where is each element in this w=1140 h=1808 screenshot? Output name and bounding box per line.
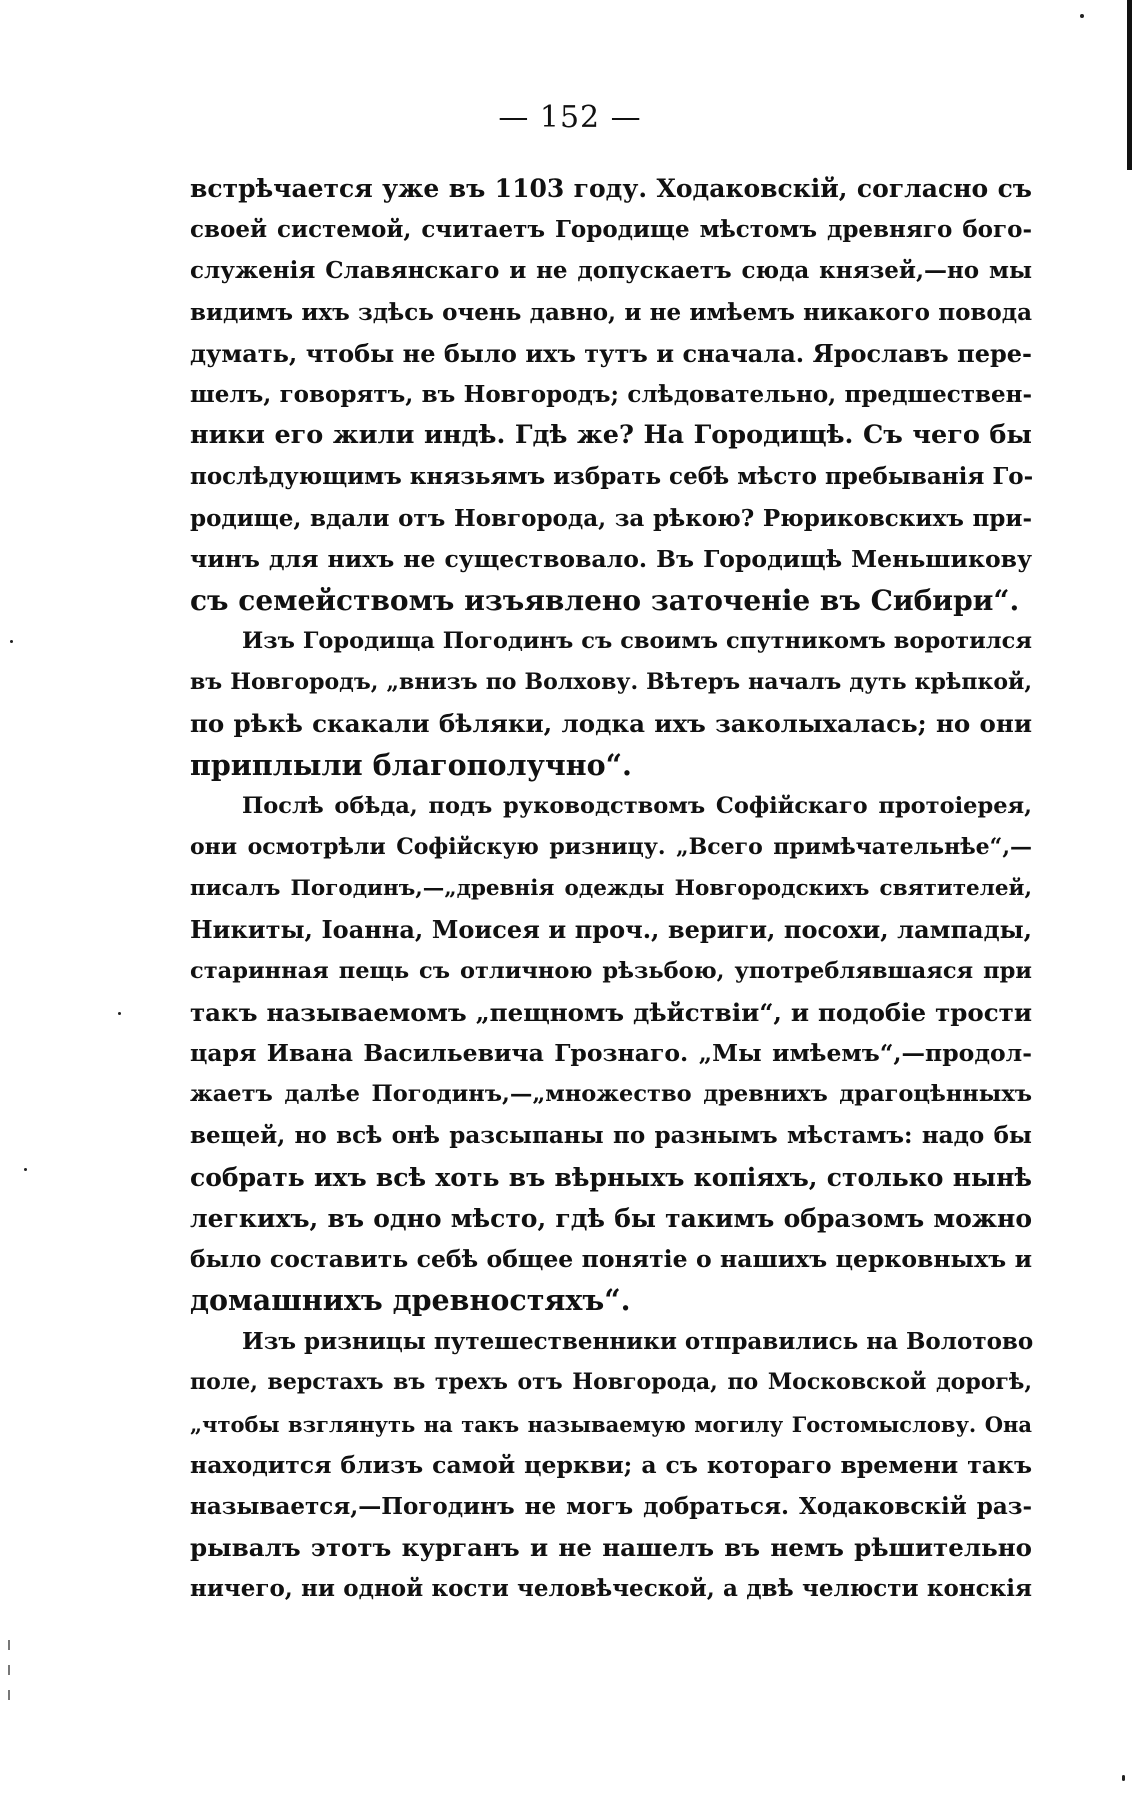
text-line: по рѣкѣ скакали бѣляки, лодка ихъ заколыхалась; но они xyxy=(190,709,1032,739)
text-line: вещей, но всѣ онѣ разсыпаны по разнымъ мѣстамъ: надо бы xyxy=(190,1122,1032,1150)
scan-edge-dash xyxy=(8,1690,10,1700)
text-line: было составить себѣ общее понятіе о нашихъ церковныхъ и xyxy=(190,1244,1032,1273)
text-line: они осмотрѣли Софійскую ризницу. „Всего примѣчательнѣе“,— xyxy=(190,834,1032,860)
text-line: приплыли благополучно“. xyxy=(190,747,632,782)
text-line: жаетъ далѣе Погодинъ,—„множество древнихъ драгоцѣнныхъ xyxy=(190,1081,1032,1108)
text-line: Никиты, Іоанна, Моисея и проч., вериги, посохи, лампады, xyxy=(190,915,1032,945)
text-line: царя Ивана Васильевича Грознаго. „Мы имѣемъ“,—продол- xyxy=(190,1038,1032,1067)
body-text xyxy=(190,168,1032,1610)
text-line: видимъ ихъ здѣсь очень давно, и не имѣемъ никакого повода xyxy=(190,298,1032,326)
text-line: ники его жили индѣ. Гдѣ же? На Городищѣ. Съ чего бы xyxy=(190,420,1032,451)
text-line: находится близъ самой церкви; а съ котораго времени такъ xyxy=(190,1450,1032,1479)
text-line: называется,—Погодинъ не могъ добраться. Ходаковскій раз- xyxy=(190,1493,1032,1520)
scan-speck xyxy=(1122,1775,1125,1781)
text-line: съ семействомъ изъявлено заточеніе въ Сибири“. xyxy=(190,583,1020,617)
text-line: своей системой, считаетъ Городище мѣстомъ древняго бого- xyxy=(190,216,1032,244)
text-line: рывалъ этотъ курганъ и не нашелъ въ немъ рѣшительно xyxy=(190,1533,1032,1563)
text-line: думать, чтобы не было ихъ тутъ и сначала. Ярославъ пере- xyxy=(190,338,1032,368)
scan-speck xyxy=(1080,14,1084,18)
text-line: служенія Славянскаго и не допускаетъ сюда князей,—но мы xyxy=(190,257,1032,285)
text-line: поле, верстахъ въ трехъ отъ Новгорода, по Московской дорогѣ, xyxy=(190,1369,1032,1396)
text-line: Изъ ризницы путешественники отправились на Волотово xyxy=(242,1328,1034,1356)
text-line: шелъ, говорятъ, въ Новгородъ; слѣдовательно, предшествен- xyxy=(190,380,1032,408)
text-line: „чтобы взглянуть на такъ называемую могилу Гостомыслову. Она xyxy=(190,1411,1032,1437)
scan-edge-dash xyxy=(8,1640,10,1650)
text-line: чинъ для нихъ не существовало. Въ Городищѣ Меньшикову xyxy=(190,544,1032,573)
text-line: писалъ Погодинъ,—„древнія одежды Новгородскихъ святителей, xyxy=(190,876,1032,902)
text-line: домашнихъ древностяхъ“. xyxy=(190,1283,631,1318)
text-line: ничего, ни одной кости человѣческой, а двѣ челюсти конскія xyxy=(190,1575,1032,1603)
text-line: родище, вдали отъ Новгорода, за рѣкою? Рюриковскихъ при- xyxy=(190,504,1032,532)
text-line: старинная пещь съ отличною рѣзьбою, употреблявшаяся при xyxy=(190,957,1032,984)
text-line: легкихъ, въ одно мѣсто, гдѣ бы такимъ образомъ можно xyxy=(190,1203,1032,1233)
page-number: — 152 — xyxy=(498,100,642,135)
scan-speck xyxy=(10,640,13,643)
text-line: въ Новгородъ, „внизъ по Волхову. Вѣтеръ началъ дуть крѣпкой, xyxy=(190,669,1032,696)
text-line: Изъ Городища Погодинъ съ своимъ спутникомъ воротился xyxy=(242,628,1032,655)
scan-edge-dash xyxy=(8,1665,10,1675)
text-line: встрѣчается уже въ 1103 году. Ходаковскій, согласно съ xyxy=(190,174,1032,203)
scan-edge-shadow xyxy=(1127,0,1132,170)
text-line: такъ называемомъ „пещномъ дѣйствіи“, и подобіе трости xyxy=(190,997,1032,1027)
text-line: собрать ихъ всѣ хоть въ вѣрныхъ копіяхъ, столько нынѣ xyxy=(190,1162,1032,1192)
scan-speck xyxy=(24,1168,27,1171)
text-line: Послѣ обѣда, подъ руководствомъ Софійскаго протоіерея, xyxy=(242,792,1032,819)
text-line: послѣдующимъ князьямъ избрать себѣ мѣсто пребыванія Го- xyxy=(190,463,1034,491)
scan-speck xyxy=(118,1012,121,1015)
